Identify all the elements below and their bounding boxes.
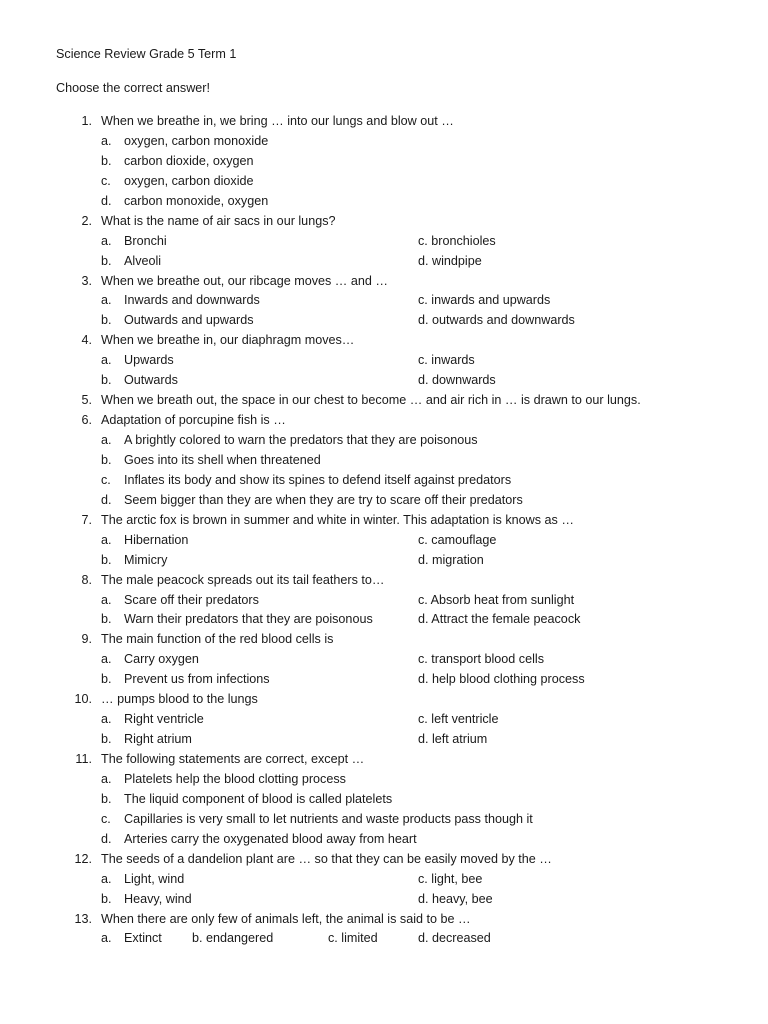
option-letter: b. bbox=[101, 552, 112, 567]
option-text-right: d. Attract the female peacock bbox=[418, 612, 581, 627]
option-text-right: c. light, bee bbox=[418, 871, 483, 886]
question bbox=[0, 112, 768, 132]
option-row bbox=[0, 311, 768, 331]
option-letter: a. bbox=[101, 871, 112, 886]
option-row bbox=[0, 471, 768, 491]
question-text: When there are only few of animals left, the animal is said to be … bbox=[101, 911, 471, 926]
option-text-right: d. downwards bbox=[418, 373, 496, 388]
question bbox=[0, 331, 768, 351]
option-text: Upwards bbox=[124, 353, 174, 368]
option-text-right: c. transport blood cells bbox=[418, 652, 544, 667]
option-text: Right ventricle bbox=[124, 712, 204, 727]
option-row bbox=[0, 451, 768, 471]
option-letter: b. bbox=[101, 313, 112, 328]
option-letter: d. bbox=[101, 193, 112, 208]
option-letter: a. bbox=[101, 433, 112, 447]
option-text-right: c. left ventricle bbox=[418, 712, 499, 727]
option-letter: a. bbox=[101, 133, 112, 148]
option-text: Alveoli bbox=[124, 253, 162, 268]
question-text: The main function of the red blood cells is bbox=[101, 632, 334, 647]
option-text-right: c. camouflage bbox=[418, 532, 497, 547]
option-text: Heavy, wind bbox=[124, 891, 192, 906]
question bbox=[0, 411, 768, 431]
option-text: Bronchi bbox=[124, 233, 167, 248]
option-text: Arteries carry the oxygenated blood away from heart bbox=[124, 831, 417, 846]
option-row bbox=[0, 610, 768, 630]
option-text: Light, wind bbox=[124, 871, 185, 886]
option-row bbox=[0, 770, 768, 790]
question bbox=[0, 391, 768, 411]
option-row bbox=[0, 551, 768, 571]
option-row bbox=[0, 132, 768, 152]
option-text-right: c. inwards bbox=[418, 353, 475, 368]
question-number: 10. bbox=[74, 692, 92, 707]
option-row bbox=[0, 670, 768, 690]
option-row bbox=[0, 650, 768, 670]
option-text: oxygen, carbon dioxide bbox=[124, 173, 254, 188]
option-text: Platelets help the blood clotting process bbox=[124, 771, 346, 786]
option-row bbox=[0, 531, 768, 551]
option-text: Right atrium bbox=[124, 732, 192, 747]
option-text: Extinct bbox=[124, 931, 162, 946]
option-text-right: d. heavy, bee bbox=[418, 891, 493, 906]
question-text: When we breath out, the space in our chest to become … and air rich in … is drawn to our lungs. bbox=[101, 393, 641, 408]
option-text: Inwards and downwards bbox=[124, 293, 260, 308]
question-text: Adaptation of porcupine fish is … bbox=[101, 413, 286, 428]
option-row bbox=[0, 929, 768, 949]
question-text: What is the name of air sacs in our lungs? bbox=[101, 213, 336, 228]
option-row bbox=[0, 591, 768, 611]
question-number: 5. bbox=[81, 393, 92, 408]
question bbox=[0, 910, 768, 930]
option-text: carbon monoxide, oxygen bbox=[124, 193, 269, 208]
option-text-right: c. Absorb heat from sunlight bbox=[418, 592, 575, 607]
option-row bbox=[0, 810, 768, 830]
option-row bbox=[0, 710, 768, 730]
option-text: Outwards bbox=[124, 373, 178, 388]
option-text: Carry oxygen bbox=[124, 652, 199, 667]
option-text: Capillaries is very small to let nutrients and waste products pass though it bbox=[124, 811, 533, 826]
option-text: Scare off their predators bbox=[124, 592, 259, 607]
option-row bbox=[0, 890, 768, 910]
option-text: The liquid component of blood is called platelets bbox=[124, 791, 393, 806]
option-text-right: c. inwards and upwards bbox=[418, 293, 551, 308]
question-text: When we breathe in, our diaphragm moves… bbox=[101, 333, 355, 348]
option-text: Goes into its shell when threatened bbox=[124, 452, 321, 467]
option-letter: d. bbox=[101, 492, 112, 507]
question-text: The arctic fox is brown in summer and white in winter. This adaptation is knows as … bbox=[101, 512, 574, 527]
question-number: 8. bbox=[81, 572, 92, 587]
option-letter: a. bbox=[101, 293, 112, 308]
question-number: 11. bbox=[75, 752, 92, 766]
option-row bbox=[0, 232, 768, 252]
question bbox=[0, 630, 768, 650]
question-number: 1. bbox=[81, 114, 92, 128]
option-text-inline: c. limited bbox=[328, 931, 378, 946]
option-letter: a. bbox=[101, 233, 112, 248]
option-text-right: d. windpipe bbox=[418, 253, 482, 268]
question-number: 9. bbox=[81, 632, 92, 647]
question bbox=[0, 511, 768, 531]
option-row bbox=[0, 291, 768, 311]
question-number: 4. bbox=[81, 333, 92, 348]
option-letter: a. bbox=[101, 771, 112, 786]
option-row bbox=[0, 252, 768, 272]
instruction-text: Choose the correct answer! bbox=[56, 81, 210, 95]
question-number: 6. bbox=[81, 413, 92, 428]
option-letter: b. bbox=[101, 153, 112, 168]
question bbox=[0, 750, 768, 770]
question-text: When we breathe in, we bring … into our lungs and blow out … bbox=[101, 114, 454, 128]
option-text-inline: d. decreased bbox=[418, 931, 491, 946]
option-letter: c. bbox=[101, 173, 111, 188]
option-letter: d. bbox=[101, 831, 112, 846]
option-text: Hibernation bbox=[124, 532, 189, 547]
option-text: Mimicry bbox=[124, 552, 168, 567]
option-text: Seem bigger than they are when they are try to scare off their predators bbox=[124, 492, 523, 507]
question-list bbox=[0, 112, 768, 949]
question-number: 3. bbox=[81, 273, 92, 288]
option-row bbox=[0, 431, 768, 451]
question-number: 2. bbox=[81, 213, 92, 228]
question-text: The seeds of a dandelion plant are … so that they can be easily moved by the … bbox=[101, 851, 552, 866]
option-row bbox=[0, 371, 768, 391]
question-text: The following statements are correct, except … bbox=[101, 752, 365, 766]
option-letter: b. bbox=[101, 452, 112, 467]
option-text-right: d. help blood clothing process bbox=[418, 672, 585, 687]
option-row bbox=[0, 790, 768, 810]
option-letter: b. bbox=[101, 672, 112, 687]
option-text-right: d. outwards and downwards bbox=[418, 313, 575, 328]
question-text: The male peacock spreads out its tail feathers to… bbox=[101, 572, 385, 587]
option-text: Outwards and upwards bbox=[124, 313, 254, 328]
question bbox=[0, 850, 768, 870]
option-text-inline: b. endangered bbox=[192, 931, 274, 946]
option-letter: b. bbox=[101, 791, 112, 806]
question-number: 7. bbox=[81, 512, 92, 527]
question bbox=[0, 212, 768, 232]
question bbox=[0, 571, 768, 591]
option-text: Warn their predators that they are poisonous bbox=[124, 612, 373, 627]
option-text: Prevent us from infections bbox=[124, 672, 270, 687]
option-row bbox=[0, 830, 768, 850]
option-letter: a. bbox=[101, 931, 112, 946]
option-text-right: d. left atrium bbox=[418, 732, 488, 747]
question-number: 13. bbox=[74, 911, 92, 926]
option-row bbox=[0, 730, 768, 750]
option-text: carbon dioxide, oxygen bbox=[124, 153, 254, 168]
option-row bbox=[0, 870, 768, 890]
question bbox=[0, 690, 768, 710]
option-row bbox=[0, 351, 768, 371]
option-letter: a. bbox=[101, 592, 112, 607]
option-letter: a. bbox=[101, 353, 112, 368]
option-letter: c. bbox=[101, 811, 111, 826]
option-letter: a. bbox=[101, 652, 112, 667]
option-text-right: c. bronchioles bbox=[418, 233, 496, 248]
option-letter: b. bbox=[101, 612, 112, 627]
option-row bbox=[0, 152, 768, 172]
question bbox=[0, 272, 768, 292]
option-letter: b. bbox=[101, 373, 112, 388]
option-letter: c. bbox=[101, 472, 111, 487]
document-title: Science Review Grade 5 Term 1 bbox=[56, 47, 237, 61]
option-text: oxygen, carbon monoxide bbox=[124, 133, 269, 148]
question-text: … pumps blood to the lungs bbox=[101, 692, 258, 707]
question-text: When we breathe out, our ribcage moves … and … bbox=[101, 273, 389, 288]
option-letter: b. bbox=[101, 891, 112, 906]
option-letter: a. bbox=[101, 532, 112, 547]
option-text-right: d. migration bbox=[418, 552, 484, 567]
question-number: 12. bbox=[74, 851, 92, 866]
option-text: A brightly colored to warn the predators that they are poisonous bbox=[124, 433, 478, 447]
option-row bbox=[0, 491, 768, 511]
option-letter: a. bbox=[101, 712, 112, 727]
option-text: Inflates its body and show its spines to defend itself against predators bbox=[124, 472, 512, 487]
option-letter: b. bbox=[101, 253, 112, 268]
option-row bbox=[0, 192, 768, 212]
option-row bbox=[0, 172, 768, 192]
option-letter: b. bbox=[101, 732, 112, 747]
